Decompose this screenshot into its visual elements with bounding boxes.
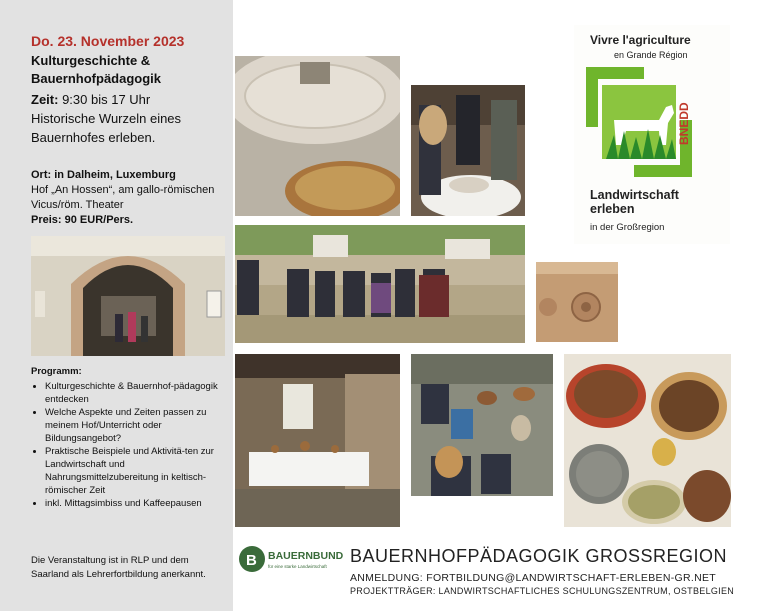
cow-grass-icon [584, 65, 714, 180]
landwirtschaft-erleben-logo [574, 25, 730, 244]
chickens-photo [411, 354, 553, 496]
event-date: Do. 23. November 2023 [31, 33, 185, 49]
group-amphitheater-photo [235, 225, 525, 343]
location-venue: Hof „An Hossen“, am gallo-römischen Vicus/röm. Theater [31, 184, 215, 211]
bauernbund-subtitle: für eine starke Landwirtschaft [268, 564, 327, 569]
logo-line1: Vivre l'agriculture [590, 33, 691, 47]
workshop-photo [411, 85, 525, 216]
bauernbund-name: BAUERNBUND [268, 550, 344, 562]
logo-line3: Landwirtschaft [590, 188, 679, 202]
arch-doorway-photo [31, 236, 225, 356]
event-title [31, 52, 161, 88]
stone-relief-photo [536, 262, 618, 342]
logo-line2: en Grande Région [614, 50, 688, 60]
event-time [31, 90, 227, 147]
svg-text:B: B [246, 552, 257, 569]
logo-line4: erleben [590, 202, 635, 216]
event-description: Historische Wurzeln eines Bauernhofes erleben. [31, 111, 182, 145]
footer-title: BAUERNHOFPÄDAGOGIK GROSSREGION [350, 546, 728, 566]
program-item: • inkl. Mittagsimbiss und Kaffeepausen [45, 497, 231, 510]
logo-main-text [590, 188, 679, 216]
millstone-photo [235, 56, 400, 216]
program-list [31, 380, 231, 510]
program-item: • Praktische Beispiele und Aktivitä-ten zur Landwirtschaft und Nahrungsmittelzubereitung in keltisch-römischer Zeit [45, 445, 231, 497]
event-price: Preis: 90 EUR/Pers. [31, 214, 134, 226]
grains-bowls-photo [564, 354, 731, 527]
program-item: • Kulturgeschichte & Bauernhof-pädagogik entdecken [45, 380, 231, 406]
title-line-2: Bauernhofpädagogik [31, 71, 162, 86]
event-location [31, 168, 227, 228]
time-label: Zeit: [31, 92, 59, 107]
location-city: Ort: in Dalheim, Luxemburg [31, 169, 176, 181]
logo-line5: in der Großregion [590, 222, 665, 233]
registration-email: ANMELDUNG: FORTBILDUNG@LANDWIRTSCHAFT-ERLEBEN-GR.NET [350, 572, 716, 584]
project-sponsor: PROJEKTTRÄGER: LANDWIRTSCHAFTLICHES SCHULUNGSZENTRUM, OSTBELGIEN [350, 586, 735, 596]
bauernbund-logo [238, 544, 344, 574]
program-item: • Welche Aspekte und Zeiten passen zu meinem Hof/Unterricht oder Bildungsangebot? [45, 406, 231, 445]
logo-side-text: BNEDD [677, 102, 691, 145]
program-heading: Programm: [31, 366, 82, 377]
title-line-1: Kulturgeschichte & [31, 53, 151, 68]
accreditation-note: Die Veranstaltung ist in RLP und dem Saarland als Lehrerfortbildung anerkannt. [31, 555, 206, 580]
barn-table-photo [235, 354, 400, 527]
time-value: 9:30 bis 17 Uhr [58, 92, 151, 107]
